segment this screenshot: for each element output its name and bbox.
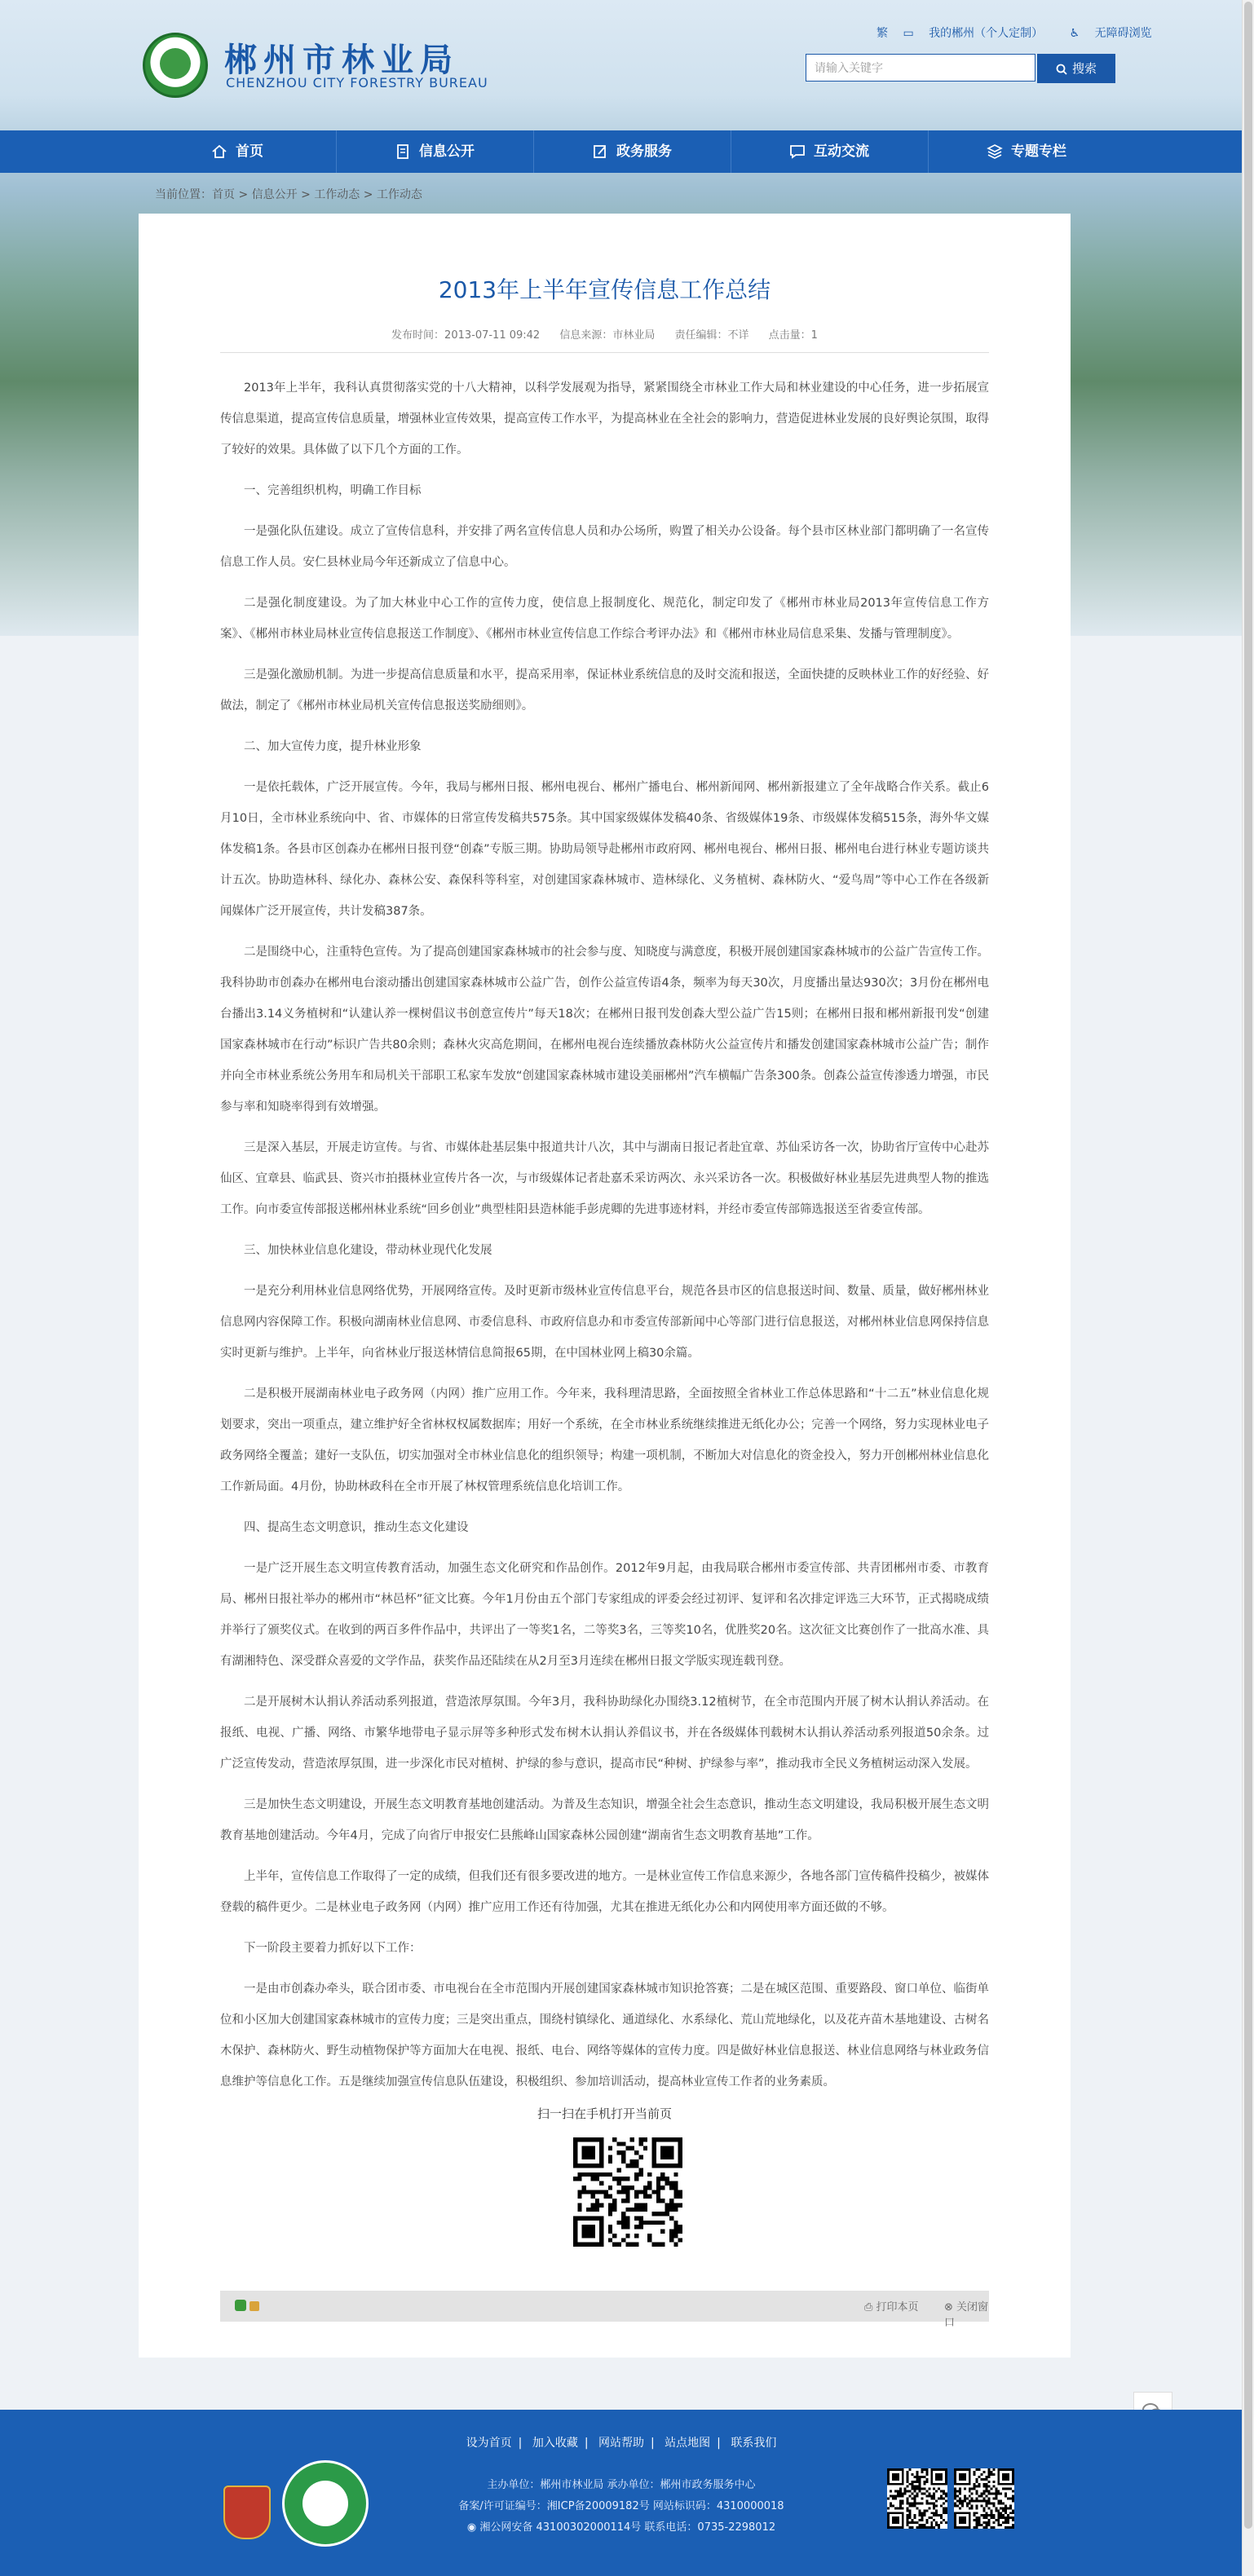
article-paragraph: 一是由市创森办牵头，联合团市委、市电视台在全市范围内开展创建国家森林城市知识抢答赛；二是在城区范围、重要路段、窗口单位、临街单位和小区加大创建国家森林城市的宣传力度；三是突出重点，围绕村镇绿化、通道绿化、水系绿化、荒山荒地绿化，以及花卉苗木基地建设、古树名木保护、森林防火、野生动植物保护等方面加大在电视、报纸、电台、网络等媒体的宣传力度。四是做好林业信息报送、林业信息网络与林业政务信息维护等信息化工作。五是继续加强宣传信息队伍建设，积极组织、参加培训活动，提高林业宣传工作者的业务素质。 bbox=[220, 1983, 989, 2089]
site-name: 郴州市林业局 bbox=[224, 42, 459, 79]
footer-qr-code-2 bbox=[954, 2468, 1014, 2529]
article-paragraph: 一是充分利用林业信息网络优势，开展网络宣传。及时更新市级林业宣传信息平台，规范各县市区的信息报送时间、数量、质量，做好郴州林业信息网内容保障工作。积极向湖南林业信息网、市委信息科、市政府信息办和市委宣传部新闻中心等部门进行信息报送，对郴州林业信息网保持信息实时更新与维护。上半年，向省林业厅报送林情信息简报65期，在中国林业网上稿30余篇。 bbox=[220, 1285, 989, 1360]
share-icon[interactable] bbox=[249, 2301, 259, 2311]
site-logo[interactable] bbox=[143, 33, 208, 98]
footer-link-favorite[interactable]: 加入收藏 bbox=[532, 2437, 578, 2450]
article-paragraph: 二是开展树木认捐认养活动系列报道，营造浓厚氛围。今年3月，我科协助绿化办围绕3.12植树节，在全市范围内开展了树木认捐认养活动。在报纸、电视、广播、网络、市繁华地带电子显示屏等多种形式发布树木认捐认养倡议书，并在各级媒体刊载树木认捐认养活动系列报道50余条。过广泛宣传发动，营造浓厚氛围，进一步深化市民对植树、护绿的参与意识，提高市民“种树、护绿参与率”，推动我市全民义务植树运动深入发展。 bbox=[220, 1696, 989, 1771]
nav-item-gov-service[interactable]: 政务服务 bbox=[533, 130, 731, 173]
article-paragraph: 二是强化制度建设。为了加大林业中心工作的宣传力度，使信息上报制度化、规范化，制定印发了《郴州市林业局2013年宣传信息工作方案》、《郴州市林业局林业宣传信息报送工作制度》、《郴州市林业宣传信息工作综合考评办法》和《郴州市林业局信息采集、发播与管理制度》。 bbox=[220, 597, 989, 641]
chat-icon bbox=[789, 143, 806, 160]
search-button[interactable]: 搜索 bbox=[1037, 54, 1115, 83]
article-paragraph: 一是广泛开展生态文明宣传教育活动，加强生态文化研究和作品创作。2012年9月起，由我局联合郴州市委宣传部、共青团郴州市委、市教育局、郴州日报社举办的郴州市“林邑杯”征文比赛。今年1月份由五个部门专家组成的评委会经过初评、复评和名次排定评选三大环节，正式揭晓成绩并举行了颁奖仪式。在收到的两百多件作品中，共评出了一等奖1名，二等奖3名，三等奖10名，优胜奖20名。这次征文比赛创作了一批高水准、具有湖湘特色、深受群众喜爱的文学作品，获奖作品还陆续在从2月至3月连续在郴州日报文学版实现连载刊登。 bbox=[220, 1562, 989, 1668]
nav-item-special-topics[interactable]: 专题专栏 bbox=[928, 130, 1125, 173]
scrollbar-thumb[interactable] bbox=[1244, 2, 1252, 2529]
home-icon bbox=[211, 143, 227, 160]
article-title: 2013年上半年宣传信息工作总结 bbox=[438, 276, 771, 303]
footer-links: 设为首页 | 加入收藏 | 网站帮助 | 站点地图 | 联系我们 bbox=[466, 2437, 777, 2450]
footer-info bbox=[0, 2475, 1243, 2539]
main-nav bbox=[0, 130, 1243, 173]
top-links bbox=[876, 24, 1175, 41]
site-name-english: CHENZHOU CITY FORESTRY BUREAU bbox=[226, 75, 488, 90]
hit-count: 点击量：1 bbox=[768, 329, 818, 342]
article-paragraph: 一是依托载体，广泛开展宣传。今年，我局与郴州日报、郴州电视台、郴州广播电台、郴州新闻网、郴州新报建立了全年战略合作关系。截止6月10日，全市林业系统向中、省、市媒体的日常宣传发稿共575条。其中国家级媒体发稿40条、省级媒体19条、市级媒体发稿515条，海外华文媒体发稿1条。各县市区创森办在郴州日报刊登“创森”专版三期。协助局领导赴郴州市政府网、郴州电视台、郴州日报、郴州电台进行林业专题访谈共计五次。协助造林科、绿化办、森林公安、森保科等科室，对创建国家森林城市、造林绿化、义务植树、森林防火、“爱鸟周”等中心工作在各级新闻媒体广泛开展宣传，共计发稿387条。 bbox=[220, 781, 989, 918]
footer-link-sitemap[interactable]: 站点地图 bbox=[665, 2437, 711, 2450]
vertical-scrollbar[interactable] bbox=[1242, 0, 1254, 2576]
nav-item-interaction[interactable]: 互动交流 bbox=[731, 130, 929, 173]
document-icon bbox=[395, 143, 411, 160]
nav-item-info-public[interactable]: 信息公开 bbox=[336, 130, 534, 173]
title-divider bbox=[220, 352, 989, 353]
article-paragraph: 上半年，宣传信息工作取得了一定的成绩，但我们还有很多要改进的地方。一是林业宣传工作信息来源少，各地各部门宣传稿件投稿少，被媒体登载的稿件更少。二是林业电子政务网（内网）推广应用工作还有待加强，尤其在推进无纸化办公和内网使用率方面还做的不够。 bbox=[220, 1870, 989, 1914]
qr-caption: 扫一扫在手机打开当前页 bbox=[536, 2106, 672, 2121]
personal-custom-link[interactable]: ▭ 我的郴州（个人定制） bbox=[903, 27, 1044, 40]
article-panel bbox=[139, 214, 1071, 2358]
footer-link-home[interactable]: 设为首页 bbox=[466, 2437, 512, 2450]
sponsor-info: 主办单位：郴州市林业局 承办单位：郴州市政务服务中心 bbox=[487, 2479, 756, 2491]
article-meta bbox=[139, 326, 1071, 342]
accessibility-icon: ♿ bbox=[1069, 27, 1084, 40]
article-paragraph: 三是强化激励机制。为进一步提高信息质量和水平，提高采用率，保证林业系统信息的及时交流和报送，全面快捷的反映林业工作的好经验、好做法，制定了《郴州市林业局机关宣传信息报送奖励细则》。 bbox=[220, 668, 989, 712]
monitor-icon: ▭ bbox=[903, 27, 918, 40]
police-badge-icon: ◉ bbox=[466, 2521, 480, 2534]
site-footer bbox=[0, 2410, 1243, 2576]
icp-info[interactable]: 备案/许可证编号：湘ICP备20009182号 网站标识码：4310000018 bbox=[458, 2500, 784, 2512]
traditional-chinese-link[interactable]: 繁 bbox=[876, 27, 888, 40]
footer-link-contact[interactable]: 联系我们 bbox=[731, 2437, 777, 2450]
section-heading: 二、加大宣传力度，提升林业形象 bbox=[244, 740, 422, 753]
close-icon: ⊗ bbox=[944, 2301, 957, 2314]
footer-link-help[interactable]: 网站帮助 bbox=[598, 2437, 644, 2450]
publish-date: 发布时间：2013-07-11 09:42 bbox=[391, 329, 541, 342]
article-paragraph: 三是加快生态文明建设，开展生态文明教育基地创建活动。为普及生态知识，增强全社会生态意识，推动生态文明建设，我局积极开展生态文明教育基地创建活动。今年4月，完成了向省厅申报安仁县熊峰山国家森林公园创建“湖南省生态文明教育基地”工作。 bbox=[220, 1798, 989, 1842]
info-source: 信息来源：市林业局 bbox=[559, 329, 656, 342]
close-window-button[interactable]: ⊗ 关闭窗口 bbox=[944, 2301, 989, 2329]
section-heading: 一、完善组织机构，明确工作目标 bbox=[244, 484, 422, 497]
section-heading: 四、提高生态文明意识，推动生态文化建设 bbox=[244, 1521, 469, 1534]
article-body bbox=[220, 373, 989, 2107]
article-toolbar bbox=[220, 2291, 989, 2329]
footer-qr-code-1 bbox=[887, 2468, 947, 2529]
police-record-info[interactable]: ◉ 湘公网安备 43100302000114号 联系电话：0735-2298012 bbox=[466, 2521, 776, 2534]
page-qr-code bbox=[573, 2137, 682, 2247]
search-box bbox=[806, 54, 1115, 83]
nav-item-home[interactable]: 首页 bbox=[139, 130, 337, 173]
wechat-share-icon[interactable] bbox=[235, 2300, 246, 2311]
site-header bbox=[0, 0, 1243, 130]
accessibility-link[interactable]: ♿ 无障碍浏览 bbox=[1069, 27, 1152, 40]
print-button[interactable]: ⎙ 打印本页 bbox=[864, 2301, 919, 2314]
layers-icon bbox=[987, 143, 1003, 160]
section-heading: 三、加快林业信息化建设，带动林业现代化发展 bbox=[244, 1244, 492, 1257]
article-paragraph: 三是深入基层，开展走访宣传。与省、市媒体赴基层集中报道共计八次，其中与湖南日报记者赴宜章、苏仙采访各一次，协助省厅宣传中心赴苏仙区、宜章县、临武县、资兴市拍摄林业宣传片各一次，与市级媒体记者赴嘉禾采访两次、永兴采访各一次。积极做好林业基层先进典型人物的推选工作。向市委宣传部报送郴州林业系统“回乡创业”典型桂阳县造林能手彭虎卿的先进事迹材料，并经市委宣传部筛选报送至省委宣传部。 bbox=[220, 1141, 989, 1216]
breadcrumb: 当前位置：首页 > 信息公开 > 工作动态 > 工作动态 bbox=[155, 188, 422, 201]
article-paragraph: 2013年上半年，我科认真贯彻落实党的十八大精神，以科学发展观为指导，紧紧围绕全市林业工作大局和林业建设的中心任务，进一步拓展宣传信息渠道，提高宣传信息质量，增强林业宣传效果，提高宣传工作水平，为提高林业在全社会的影响力，营造促进林业发展的良好舆论氛围，取得了较好的效果。具体做了以下几个方面的工作。 bbox=[220, 382, 989, 457]
responsible-editor: 责任编辑：不详 bbox=[674, 329, 749, 342]
search-input[interactable]: 请输入关键字 bbox=[806, 54, 1035, 82]
edit-icon bbox=[592, 143, 608, 160]
article-paragraph: 一是强化队伍建设。成立了宣传信息科，并安排了两名宣传信息人员和办公场所，购置了相关办公设备。每个县市区林业部门都明确了一名宣传信息工作人员。安仁县林业局今年还新成立了信息中心。 bbox=[220, 525, 989, 569]
article-paragraph: 下一阶段主要着力抓好以下工作： bbox=[244, 1942, 422, 1955]
printer-icon: ⎙ bbox=[864, 2301, 876, 2314]
article-paragraph: 二是积极开展湖南林业电子政务网（内网）推广应用工作。今年来，我科理清思路，全面按照全省林业工作总体思路和“十二五”林业信息化规划要求，突出一项重点，建立维护好全省林权权属数据库；用好一个系统，在全市林业系统继续推进无纸化办公；完善一个网络，努力实现林业电子政务网络全覆盖；建好一支队伍，切实加强对全市林业信息化的组织领导；构建一项机制，不断加大对信息化的资金投入，努力开创郴州林业信息化工作新局面。4月份，协助林政科在全市开展了林权管理系统信息化培训工作。 bbox=[220, 1387, 989, 1493]
search-icon bbox=[1056, 64, 1067, 75]
article-paragraph: 二是围绕中心，注重特色宣传。为了提高创建国家森林城市的社会参与度、知晓度与满意度，积极开展创建国家森林城市的公益广告宣传工作。我科协助市创森办在郴州电台滚动播出创建国家森林城市公益广告，创作公益宣传语4条，频率为每天30次，月度播出量达930次；3月份在郴州电台播出3.14义务植树和“认建认养一棵树倡议书创意宣传片”每天18次；在郴州日报刊发创森大型公益广告15则；在郴州日报和郴州新报刊发“创建国家森林城市在行动”标识广告共80余则；森林火灾高危期间，在郴州电视台连续播放森林防火公益宣传片和播发创建国家森林城市公益广告；制作并向全市林业系统公务用车和局机关干部职工私家车发放“创建国家森林城市建设美丽郴州”汽车横幅广告条300条。创森公益宣传渗透力增强，市民参与率和知晓率得到有效增强。 bbox=[220, 946, 989, 1114]
